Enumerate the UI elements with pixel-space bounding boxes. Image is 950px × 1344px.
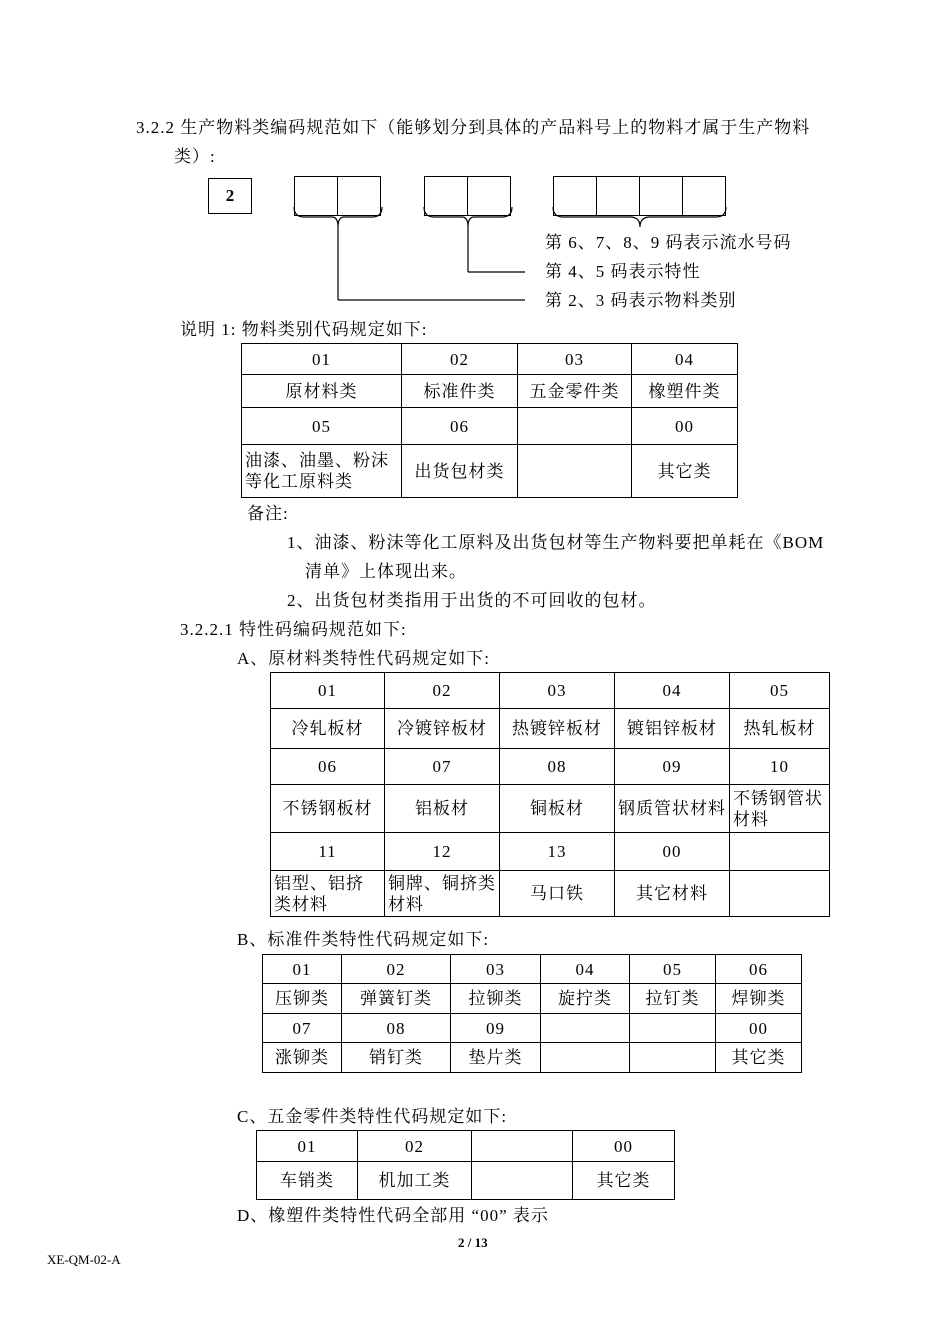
table-cell: 02 (358, 1131, 472, 1162)
table-row (257, 1162, 675, 1200)
table-cell: 其它类 (573, 1162, 675, 1200)
table-row (263, 1014, 802, 1043)
label-serial-digits: 第 6、7、8、9 码表示流水号码 (545, 233, 792, 252)
section-heading-line2: 类）: (174, 147, 216, 166)
table-cell: 热轧板材 (730, 709, 830, 749)
table-cell: 橡塑件类 (632, 375, 738, 408)
table-cell: 02 (342, 955, 451, 984)
table-cell: 垫片类 (451, 1043, 541, 1073)
table-cell: 拉铆类 (451, 984, 541, 1014)
table-cell: 铝型、铝挤类材料 (271, 871, 385, 917)
table-cell: 弹簧钉类 (342, 984, 451, 1014)
first-digit-box (208, 178, 252, 214)
table-cell: 冷镀锌板材 (385, 709, 500, 749)
table-cell (630, 1043, 716, 1073)
table-c-title: C、五金零件类特性代码规定如下: (237, 1107, 508, 1126)
table-cell: 01 (271, 673, 385, 709)
standard-part-feature-table (262, 954, 802, 1073)
table-row (271, 871, 830, 917)
table-row (271, 785, 830, 833)
table-cell: 05 (630, 955, 716, 984)
remark-1-line1: 1、油漆、粉沫等化工原料及出货包材等生产物料要把单耗在《BOM (287, 533, 825, 552)
table-cell: 镀铝锌板材 (615, 709, 730, 749)
table-cell: 10 (730, 749, 830, 785)
table-cell: 车销类 (257, 1162, 358, 1200)
table-cell: 02 (385, 673, 500, 709)
table-cell (541, 1014, 630, 1043)
raw-material-feature-table (270, 672, 830, 917)
document-code: XE-QM-02-A (47, 1252, 121, 1267)
table-cell: 06 (271, 749, 385, 785)
table-row (242, 344, 738, 375)
section-heading-line1: 3.2.2 生产物料类编码规范如下（能够划分到具体的产品料号上的物料才属于生产物料 (136, 118, 811, 137)
table-cell: 钢质管状材料 (615, 785, 730, 833)
table-cell: 09 (451, 1014, 541, 1043)
table-cell: 00 (573, 1131, 675, 1162)
table-cell: 其它类 (716, 1043, 802, 1073)
table-cell (541, 1043, 630, 1073)
table-cell: 热镀锌板材 (500, 709, 615, 749)
table-row (271, 709, 830, 749)
table-cell: 06 (402, 408, 518, 445)
table-row (242, 375, 738, 408)
table-cell (518, 408, 632, 445)
table-cell: 08 (342, 1014, 451, 1043)
note1-title: 说明 1: 物料类别代码规定如下: (180, 320, 428, 339)
table-cell: 03 (500, 673, 615, 709)
table-cell: 铜牌、铜挤类材料 (385, 871, 500, 917)
table-cell: 原材料类 (242, 375, 402, 408)
label-feature-digits: 第 4、5 码表示特性 (545, 262, 701, 281)
subsection-title: 3.2.2.1 特性码编码规范如下: (180, 620, 407, 639)
table-cell: 01 (257, 1131, 358, 1162)
table-cell: 铝板材 (385, 785, 500, 833)
table-cell: 其它材料 (615, 871, 730, 917)
first-digit: 2 (225, 186, 235, 205)
table-cell: 00 (615, 833, 730, 871)
table-cell: 07 (263, 1014, 342, 1043)
table-cell: 机加工类 (358, 1162, 472, 1200)
table-cell: 油漆、油墨、粉沫等化工原料类 (242, 445, 402, 498)
table-cell (730, 833, 830, 871)
label-category-digits: 第 2、3 码表示物料类别 (545, 291, 737, 310)
table-cell: 01 (242, 344, 402, 375)
table-cell: 09 (615, 749, 730, 785)
table-b-title: B、标准件类特性代码规定如下: (237, 930, 490, 949)
table-cell: 铜板材 (500, 785, 615, 833)
table-cell: 03 (451, 955, 541, 984)
table-cell: 旋拧类 (541, 984, 630, 1014)
table-row (257, 1131, 675, 1162)
table-cell (630, 1014, 716, 1043)
table-cell: 04 (632, 344, 738, 375)
table-cell: 拉钉类 (630, 984, 716, 1014)
table-cell: 不锈钢板材 (271, 785, 385, 833)
table-cell: 08 (500, 749, 615, 785)
table-cell: 05 (730, 673, 830, 709)
table-cell: 出货包材类 (402, 445, 518, 498)
category-code-table (241, 343, 738, 498)
table-cell: 03 (518, 344, 632, 375)
table-cell: 13 (500, 833, 615, 871)
table-row (263, 955, 802, 984)
table-row (271, 749, 830, 785)
table-cell: 马口铁 (500, 871, 615, 917)
table-cell (730, 871, 830, 917)
table-cell: 焊铆类 (716, 984, 802, 1014)
item-d-text: D、橡塑件类特性代码全部用 “00” 表示 (237, 1206, 549, 1225)
table-cell: 02 (402, 344, 518, 375)
table-cell: 不锈钢管状材料 (730, 785, 830, 833)
remarks-title: 备注: (247, 504, 289, 523)
table-cell: 05 (242, 408, 402, 445)
table-cell: 00 (716, 1014, 802, 1043)
table-row (242, 445, 738, 498)
table-cell: 04 (541, 955, 630, 984)
table-cell: 涨铆类 (263, 1043, 342, 1073)
table-cell: 五金零件类 (518, 375, 632, 408)
table-row (263, 984, 802, 1014)
table-cell: 12 (385, 833, 500, 871)
table-cell: 06 (716, 955, 802, 984)
table-cell: 01 (263, 955, 342, 984)
remark-2: 2、出货包材类指用于出货的不可回收的包材。 (287, 591, 657, 610)
table-cell (518, 445, 632, 498)
table-cell: 冷轧板材 (271, 709, 385, 749)
table-row (263, 1043, 802, 1073)
table-cell: 销钉类 (342, 1043, 451, 1073)
table-cell: 04 (615, 673, 730, 709)
table-cell: 11 (271, 833, 385, 871)
table-cell (472, 1131, 573, 1162)
table-a-title: A、原材料类特性代码规定如下: (237, 649, 490, 668)
page-number: 2 / 13 (458, 1235, 488, 1250)
table-cell: 07 (385, 749, 500, 785)
table-cell: 其它类 (632, 445, 738, 498)
table-cell: 00 (632, 408, 738, 445)
table-row (242, 408, 738, 445)
table-cell (472, 1162, 573, 1200)
table-row (271, 833, 830, 871)
remark-1-line2: 清单》上体现出来。 (305, 562, 467, 581)
table-row (271, 673, 830, 709)
table-cell: 压铆类 (263, 984, 342, 1014)
table-cell: 标准件类 (402, 375, 518, 408)
hardware-part-feature-table (256, 1130, 675, 1200)
